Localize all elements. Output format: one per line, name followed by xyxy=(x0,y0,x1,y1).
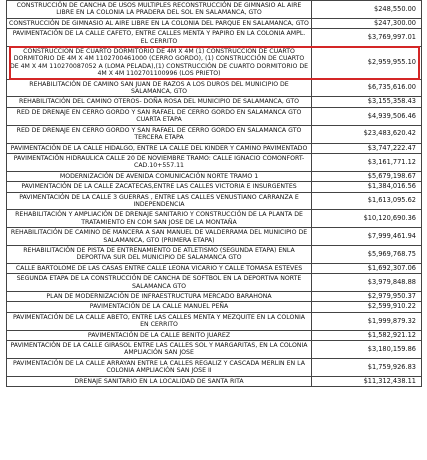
work-amount: $3,155,358.43 xyxy=(312,97,422,107)
table-row xyxy=(7,312,422,330)
work-description: CONSTRUCCIÓN DE CUARTO DORMITORIO DE 4M X 4M (1) CONSTRUCCIÓN DE CUARTO DORMITORIO DE 4M X 4M 1102700461000 (CERRO GORDO), (1) CONSTRUCCIÓN DE CUARTO DE 4M X 4M 110270087052 A (LOMA PELADA),(1) CONSTRUCCIÓN DE CUARTO DORMITORIO DE 4M X 4M 1102701100996 (LOS PRIETO) xyxy=(7,47,312,80)
work-amount: $5,679,198.67 xyxy=(312,171,422,181)
work-description: PAVIMENTACIÓN DE LA CALLE CAFETO, ENTRE CALLES MENTA Y PAPIRO EN LA COLONIA AMPL. EL CERRITO xyxy=(7,29,312,47)
work-amount: $3,747,222.47 xyxy=(312,143,422,153)
work-description: REHABILITACIÓN DE PISTA DE ENTRENAMIENTO DE ATLETISMO (SEGUNDA ETAPA) ENLA DEPORTIVA SUR DEL MUNICIPIO DE SALAMANCA GTO xyxy=(7,245,312,263)
table-row xyxy=(7,376,422,386)
work-description: REHABILITACIÓN DEL CAMINO OTEROS- DOÑA ROSA DEL MUNICIPIO DE SALAMANCA, GTO xyxy=(7,97,312,107)
work-amount: $11,312,438.11 xyxy=(312,376,422,386)
work-amount: $1,692,307.06 xyxy=(312,263,422,273)
table-body xyxy=(7,1,422,387)
work-description: PAVIMENTACIÓN DE LA CALLE BENITO JUAREZ xyxy=(7,330,312,340)
work-description: DRENAJE SANITARIO EN LA LOCALIDAD DE SANTA RITA xyxy=(7,376,312,386)
work-amount: $1,759,926.83 xyxy=(312,358,422,376)
table-row xyxy=(7,143,422,153)
work-description: CONSTRUCCIÓN DE CANCHA DE USOS MULTIPLES RECONSTRUCCIÓN DE GIMNASIO AL AIRE LIBRE EN LA COLONIA LA PRADERA DEL SOL EN SALAMANCA, GTO xyxy=(7,1,312,19)
table-row xyxy=(7,153,422,171)
table-row xyxy=(7,341,422,359)
work-description: PAVIMENTACIÓN DE LA CALLE ARRAYAN ENTRE LA CALLES REGALIZ Y CASCADA MERLIN EN LA COLONIA AMPLIACIÓN SAN JOSE II xyxy=(7,358,312,376)
work-amount: $6,735,616.00 xyxy=(312,79,422,97)
work-amount: $3,769,997.01 xyxy=(312,29,422,47)
work-description: REHABILITACIÓN DE CAMINO SAN JUAN DE RAZOS A LOS DUROS DEL MUNICIPIO DE SALAMANCA, GTO xyxy=(7,79,312,97)
table-row xyxy=(7,107,422,125)
table-row xyxy=(7,292,422,302)
table-row xyxy=(7,125,422,143)
work-description: CONSTRUCCIÓN DE GIMNASIO AL AIRE LIBRE EN LA COLONIA DEL PARQUE EN SALAMANCA, GTO xyxy=(7,18,312,28)
table-row xyxy=(7,192,422,210)
work-description: MODERNIZACIÓN DE AVENIDA COMUNICACIÓN NORTE TRAMO 1 xyxy=(7,171,312,181)
table-row xyxy=(7,47,422,80)
work-amount: $1,582,921.12 xyxy=(312,330,422,340)
table-row xyxy=(7,358,422,376)
work-amount: $2,599,910.22 xyxy=(312,302,422,312)
work-amount: $3,180,159.86 xyxy=(312,341,422,359)
work-amount: $247,300.00 xyxy=(312,18,422,28)
table-row xyxy=(7,245,422,263)
work-amount: $10,120,690.36 xyxy=(312,210,422,228)
table-row xyxy=(7,79,422,97)
work-description: PAVIMENTACIÓN DE LA CALLE GIRASOL ENTRE LAS CALLES SOL Y MARGARITAS, EN LA COLONIA AMPLIACIÓN SAN JOSE xyxy=(7,341,312,359)
table-row xyxy=(7,274,422,292)
work-description: REHABILITACIÓN DE CAMINO DE MANCERA A SAN MANUEL DE VALDERRAMA DEL MUNICIPIO DE SALAMANCA, GTO (PRIMERA ETAPA) xyxy=(7,228,312,246)
table-row xyxy=(7,263,422,273)
work-amount: $3,979,848.88 xyxy=(312,274,422,292)
table-row xyxy=(7,330,422,340)
work-description: PAVIMENTACIÓN DE LA CALLE 3 GUERRAS , ENTRE LAS CALLES VENUSTIANO CARRANZA E INDEPENDENCIA xyxy=(7,192,312,210)
work-amount: $1,613,095.62 xyxy=(312,192,422,210)
work-description: PLAN DE MODERNIZACIÓN DE INFRAESTRUCTURA MERCADO BARAHONA xyxy=(7,292,312,302)
table-row xyxy=(7,302,422,312)
work-amount: $2,979,950.37 xyxy=(312,292,422,302)
work-amount: $2,959,955.10 xyxy=(312,47,422,80)
work-description: SEGUNDA ETAPA DE LA CONSTRUCCIÓN DE CANCHA DE SOFTBOL EN LA DEPORTIVA NORTE SALAMANCA GTO xyxy=(7,274,312,292)
work-description: PAVIMENTACIÓN HIDRAULICA CALLE 20 DE NOVIEMBRE TRAMO: CALLE IGNACIO COMONFORT-CAD.10+557.11 xyxy=(7,153,312,171)
work-amount: $5,969,768.75 xyxy=(312,245,422,263)
table-row xyxy=(7,182,422,192)
work-description: PAVIMENTACIÓN DE LA CALLE ZACATECAS,ENTRE LAS CALLES VICTORIA E INSURGENTES xyxy=(7,182,312,192)
work-description: PAVIMENTACIÓN DE LA CALLE HIDALGO, ENTRE LA CALLE DEL KINDER Y CAMINO PAVIMENTADO xyxy=(7,143,312,153)
work-description: CALLE BARTOLOME DE LAS CASAS ENTRE CALLE LEONA VICARIO Y CALLE TOMASA ESTEVES xyxy=(7,263,312,273)
table-row xyxy=(7,1,422,19)
work-description: RED DE DRENAJE EN CERRO GORDO Y SAN RAFAEL DE CERRO GORDO EN SALAMANCA GTO CUARTA ETAPA xyxy=(7,107,312,125)
work-amount: $4,939,506.46 xyxy=(312,107,422,125)
table-row xyxy=(7,228,422,246)
work-amount: $23,483,620.42 xyxy=(312,125,422,143)
table-row xyxy=(7,171,422,181)
work-amount: $248,550.00 xyxy=(312,1,422,19)
work-description: RED DE DRENAJE EN CERRO GORDO Y SAN RAFAEL DE CERRO GORDO EN SALAMANCA GTO TERCERA ETAPA xyxy=(7,125,312,143)
table-row xyxy=(7,97,422,107)
table-row xyxy=(7,210,422,228)
public-works-table xyxy=(6,0,422,387)
works-table-container xyxy=(6,0,418,387)
work-amount: $1,384,016.56 xyxy=(312,182,422,192)
work-description: REHABILITACIÓN Y AMPLIACIÓN DE DRENAJE SANITARIO Y CONSTRUCCIÓN DE LA PLANTA DE TRATAMIENTO EN COM SAN JOSE DE LA MONTAÑA xyxy=(7,210,312,228)
work-description: PAVIMENTACIÓN DE LA CALLE MANUEL PEÑA xyxy=(7,302,312,312)
work-amount: $7,999,461.94 xyxy=(312,228,422,246)
work-amount: $3,161,771.12 xyxy=(312,153,422,171)
table-row xyxy=(7,18,422,28)
work-amount: $1,999,879.32 xyxy=(312,312,422,330)
work-description: PAVIMENTACIÓN DE LA CALLE ABETO, ENTRE LAS CALLES MENTA Y MEZQUITE EN LA COLONIA EN CERRITO xyxy=(7,312,312,330)
table-row xyxy=(7,29,422,47)
